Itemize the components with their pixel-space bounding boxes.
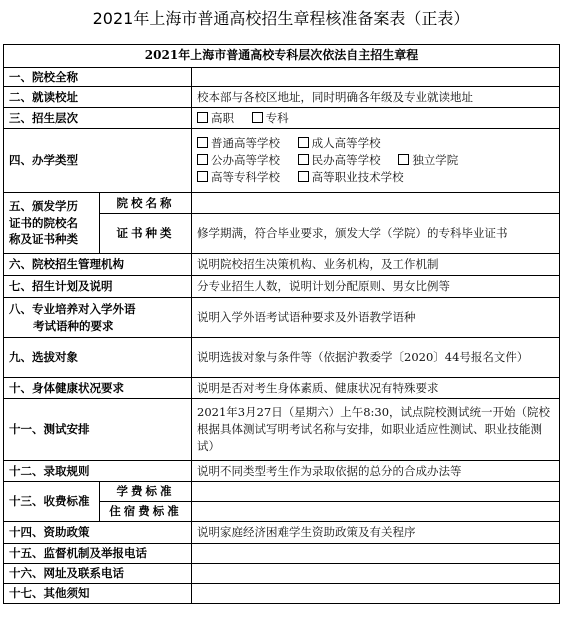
row-value-financial-aid: 说明家庭经济困难学生资助政策及有关程序 [192, 522, 560, 544]
table-row [4, 544, 560, 564]
table-row [4, 129, 560, 193]
row-label-financial-aid: 十四、资助政策 [4, 522, 192, 544]
row-label-other-notes: 十七、其他须知 [4, 584, 192, 604]
row-label-admission-office: 六、院校招生管理机构 [4, 254, 192, 276]
checkbox-icon[interactable] [298, 137, 309, 148]
row-value-accommodation [192, 502, 560, 522]
row-value-test-arrangement: 2021年3月27日（星期六）上午8:30，试点院校测试统一开始（院校根据具体测试写明考试名称与安排，如职业适应性测试、职业技能测试） [192, 399, 560, 461]
option-vocational-technical[interactable]: 高等职业技术学校 [298, 169, 404, 186]
row-label-school-name: 一、院校全称 [4, 68, 192, 87]
table-header-row [4, 45, 560, 68]
row-value-admission-office: 说明院校招生决策机构、业务机构，及工作机制 [192, 254, 560, 276]
row-value-selection-target: 说明选拔对象与条件等（依据沪教委学〔2020〕44号报名文件） [192, 338, 560, 378]
row-value-certificate-school [192, 193, 560, 214]
row-label-health-requirements: 十、身体健康状况要求 [4, 378, 192, 399]
option-public[interactable]: 公办高等学校 [197, 152, 280, 169]
document-title: 2021年上海市普通高校招生章程核准备案表（正表） [92, 9, 470, 28]
registration-form-table [3, 44, 560, 604]
row-label-certificate: 五、颁发学历 证书的院校名 称及证书种类 [4, 193, 100, 254]
table-row [4, 378, 560, 399]
row-value-enrollment-plan: 分专业招生人数，说明计划分配原则、男女比例等 [192, 276, 560, 298]
table-row [4, 108, 560, 129]
option-independent[interactable]: 独立学院 [398, 152, 458, 169]
table-row [4, 564, 560, 584]
checkbox-icon[interactable] [197, 137, 208, 148]
checkbox-icon[interactable] [197, 112, 208, 123]
sub-label-tuition: 学费标准 [100, 482, 192, 502]
row-label-test-arrangement: 十一、测试安排 [4, 399, 192, 461]
option-adult-higher[interactable]: 成人高等学校 [298, 135, 381, 152]
option-junior-college[interactable]: 专科 [252, 110, 289, 127]
option-higher-vocational[interactable]: 高职 [197, 110, 234, 127]
school-type-line [197, 169, 554, 186]
checkbox-icon[interactable] [298, 154, 309, 165]
table-row [4, 193, 560, 214]
table-row [4, 522, 560, 544]
row-label-enrollment-plan: 七、招生计划及说明 [4, 276, 192, 298]
row-value-enrollment-level [192, 108, 560, 129]
checkbox-icon[interactable] [298, 171, 309, 182]
school-type-line [197, 135, 554, 152]
row-label-website-contact: 十六、网址及联系电话 [4, 564, 192, 584]
table-row [4, 298, 560, 338]
table-row [4, 276, 560, 298]
row-value-tuition [192, 482, 560, 502]
table-row [4, 399, 560, 461]
school-type-line [197, 152, 554, 169]
checkbox-icon[interactable] [197, 171, 208, 182]
table-header: 2021年上海市普通高校专科层次依法自主招生章程 [4, 45, 560, 68]
sub-label-school-name: 院校名称 [100, 193, 192, 214]
row-label-supervision: 十五、监督机制及举报电话 [4, 544, 192, 564]
row-value-supervision [192, 544, 560, 564]
row-label-admission-rules: 十二、录取规则 [4, 461, 192, 482]
row-label-enrollment-level: 三、招生层次 [4, 108, 192, 129]
row-label-campus-address: 二、就读校址 [4, 87, 192, 108]
row-value-foreign-language: 说明入学外语考试语种要求及外语教学语种 [192, 298, 560, 338]
option-regular-higher[interactable]: 普通高等学校 [197, 135, 280, 152]
sub-label-certificate-type: 证书种类 [100, 214, 192, 254]
row-value-health-requirements: 说明是否对考生身体素质、健康状况有特殊要求 [192, 378, 560, 399]
row-value-certificate-type: 修学期满，符合毕业要求，颁发大学（学院）的专科毕业证书 [192, 214, 560, 254]
row-value-school-name [192, 68, 560, 87]
checkbox-icon[interactable] [252, 112, 263, 123]
row-label-fees: 十三、收费标准 [4, 482, 100, 522]
table-row [4, 338, 560, 378]
row-value-admission-rules: 说明不同类型考生作为录取依据的总分的合成办法等 [192, 461, 560, 482]
row-value-school-type [192, 129, 560, 193]
row-value-other-notes [192, 584, 560, 604]
sub-label-accommodation: 住宿费标准 [100, 502, 192, 522]
table-row [4, 68, 560, 87]
row-label-selection-target: 九、选拔对象 [4, 338, 192, 378]
option-private[interactable]: 民办高等学校 [298, 152, 381, 169]
checkbox-icon[interactable] [197, 154, 208, 165]
checkbox-icon[interactable] [398, 154, 409, 165]
table-row [4, 87, 560, 108]
table-row [4, 254, 560, 276]
row-label-foreign-language: 八、专业培养对入学外语 考试语种的要求 [4, 298, 192, 338]
row-label-school-type: 四、办学类型 [4, 129, 192, 193]
table-row [4, 461, 560, 482]
table-row [4, 584, 560, 604]
table-row [4, 482, 560, 502]
option-higher-specialized[interactable]: 高等专科学校 [197, 169, 280, 186]
row-value-website-contact [192, 564, 560, 584]
row-value-campus-address: 校本部与各校区地址，同时明确各年级及专业就读地址 [192, 87, 560, 108]
